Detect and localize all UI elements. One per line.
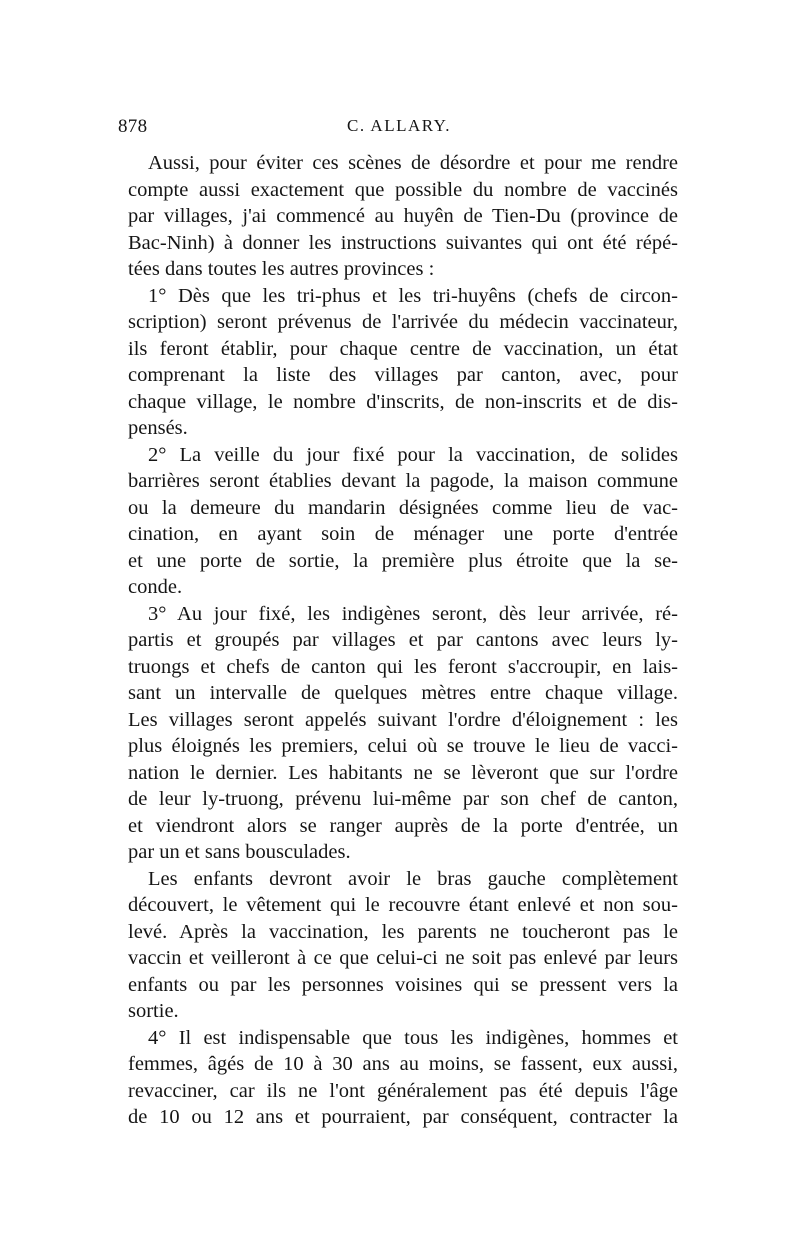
text-line: de 10 ou 12 ans et pourraient, par conséquent, contracter la — [128, 1106, 678, 1128]
text-line: 2° La veille du jour fixé pour la vaccination, de solides — [148, 443, 678, 466]
text-line: compte aussi exactement que possible du nombre de vaccinés — [128, 178, 678, 201]
text-line: cination, en ayant soin de ménager une porte d'entrée — [128, 523, 678, 545]
text-line: et une porte de sortie, la première plus étroite que la se- — [128, 549, 678, 572]
page-number: 878 — [118, 116, 148, 137]
text-line: Les enfants devront avoir le bras gauche complètement — [148, 867, 678, 890]
text-line: nation le dernier. Les habitants ne se lèveront que sur l'ordre — [128, 761, 678, 784]
text-line: découvert, le vêtement qui le recouvre étant enlevé et non sou- — [128, 894, 678, 916]
text-line: conde. — [128, 576, 183, 598]
text-line: 4° Il est indispensable que tous les indigènes, hommes et — [148, 1026, 678, 1049]
text-line: ils feront établir, pour chaque centre de vaccination, un état — [128, 337, 678, 360]
text-line: Les villages seront appelés suivant l'ordre d'éloignement : les — [128, 708, 678, 731]
text-line: partis et groupés par villages et par cantons avec leurs ly- — [128, 629, 678, 651]
text-line: sortie. — [128, 1000, 179, 1022]
text-line: vaccin et veilleront à ce que celui-ci ne soit pas enlevé par leurs — [128, 947, 678, 969]
text-line: truongs et chefs de canton qui les feront s'accroupir, en lais- — [128, 655, 678, 678]
text-line: scription) seront prévenus de l'arrivée du médecin vaccinateur, — [128, 311, 678, 333]
text-line: femmes, âgés de 10 à 30 ans au moins, se fassent, eux aussi, — [128, 1053, 678, 1075]
text-line: sant un intervalle de quelques mètres entre chaque village. — [128, 682, 678, 704]
running-head — [116, 116, 682, 146]
text-line: comprenant la liste des villages par canton, avec, pour — [128, 364, 678, 386]
text-line: par un et sans bousculades. — [128, 841, 351, 863]
text-line: Aussi, pour éviter ces scènes de désordre et pour me rendre — [148, 152, 678, 174]
text-line: chaque village, le nombre d'inscrits, de non-inscrits et de dis- — [128, 390, 678, 413]
text-line: ou la demeure du mandarin désignées comme lieu de vac- — [128, 496, 678, 519]
text-line: tées dans toutes les autres provinces : — [128, 258, 435, 280]
text-line: et viendront alors se ranger auprès de la porte d'entrée, un — [128, 814, 678, 837]
body-text — [128, 150, 678, 1131]
running-title: C. ALLARY. — [347, 116, 451, 135]
text-line: pensés. — [128, 417, 188, 439]
text-line: levé. Après la vaccination, les parents ne toucheront pas le — [128, 920, 678, 943]
text-line: 1° Dès que les tri-phus et les tri-huyêns (chefs de circon- — [148, 284, 678, 307]
text-line: par villages, j'ai commencé au huyên de Tien-Du (province de — [128, 205, 678, 227]
text-line: de leur ly-truong, prévenu lui-même par son chef de canton, — [128, 788, 678, 810]
text-line: 3° Au jour fixé, les indigènes seront, dès leur arrivée, ré- — [148, 602, 678, 625]
text-line: revacciner, car ils ne l'ont généralement pas été depuis l'âge — [128, 1079, 678, 1102]
text-line: plus éloignés les premiers, celui où se trouve le lieu de vacci- — [128, 735, 678, 757]
text-line: enfants ou par les personnes voisines qui se pressent vers la — [128, 973, 678, 996]
text-line: barrières seront établies devant la pagode, la maison commune — [128, 470, 678, 492]
text-line: Bac-Ninh) à donner les instructions suivantes qui ont été répé- — [128, 231, 678, 254]
